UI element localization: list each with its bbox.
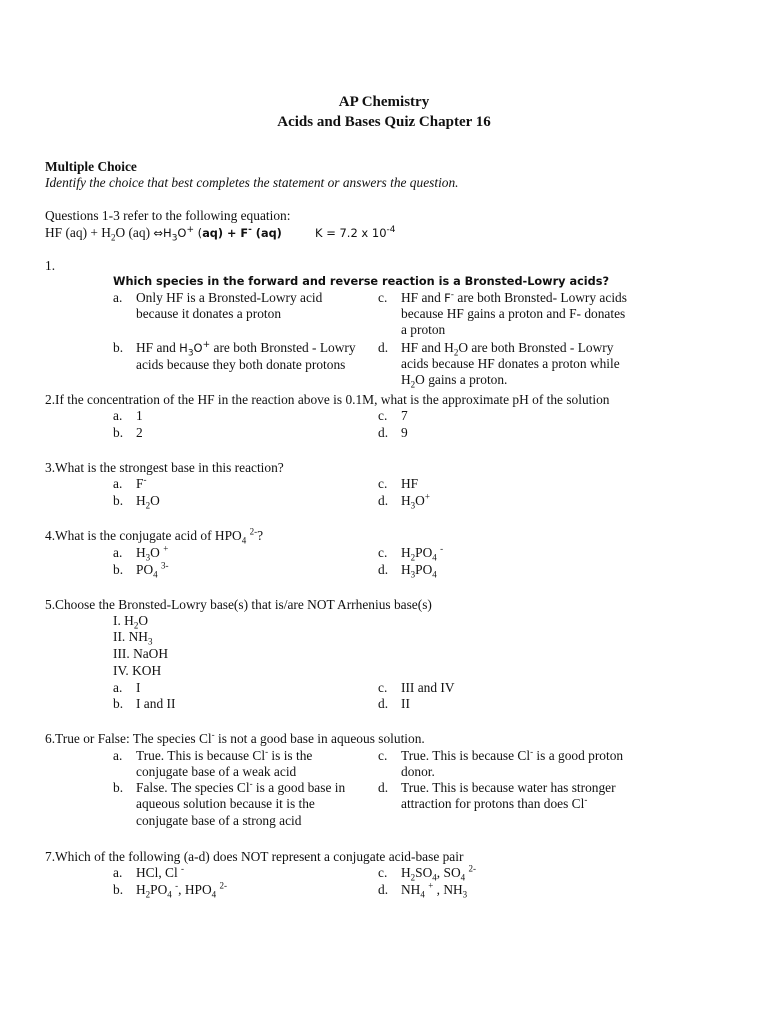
q1-option-c-line3: a proton	[401, 322, 446, 337]
q1-option-c-line2: because HF gains a proton and F- donates	[401, 306, 626, 321]
q6-option-a: True. This is because Cl- is is the	[136, 746, 313, 763]
course-title: AP Chemistry	[338, 94, 430, 110]
q1-option-d-line2: acids because HF donates a proton while	[401, 356, 620, 371]
instructions-text: Identify the choice that best completes the statement or answers the question.	[45, 175, 459, 190]
q6-option-d-letter: d.	[378, 780, 389, 795]
q4-option-a: $H_3O$ +	[136, 543, 169, 563]
q3-option-c-letter: c.	[378, 476, 388, 491]
q5-option-c: III and IV	[401, 680, 455, 695]
q1-option-d: HF and $H_2O$ are both Bronsted - Lowry	[401, 340, 614, 358]
q5-option-d: II	[401, 696, 410, 711]
q3-option-b: $H_2O$	[136, 493, 160, 511]
q5-item-iv: IV. KOH	[113, 663, 162, 678]
q2-option-c: 7	[401, 408, 408, 423]
q7-option-b-letter: b.	[113, 882, 124, 897]
q3-option-c: HF	[401, 476, 419, 491]
q1-option-a-letter: a.	[113, 290, 123, 305]
q4-option-d-letter: d.	[378, 562, 389, 577]
q6-option-b: False. The species Cl- is a good base in	[136, 778, 346, 795]
q7-option-a: HCl, Cl -	[136, 863, 185, 880]
q3-option-a-letter: a.	[113, 476, 123, 491]
q3-option-d-letter: d.	[378, 493, 389, 508]
q2-option-d-letter: d.	[378, 425, 389, 440]
q4-option-d: $H_3PO_4$	[401, 562, 437, 580]
q4-option-c-letter: c.	[378, 545, 388, 560]
section-heading: Multiple Choice	[45, 159, 137, 174]
q7-option-a-letter: a.	[113, 865, 123, 880]
quiz-title: Acids and Bases Quiz Chapter 16	[277, 114, 491, 130]
q1-option-c-letter: c.	[378, 290, 388, 305]
q4-option-c: $H_2PO_4$ -	[401, 543, 444, 563]
q1-option-d-letter: d.	[378, 340, 389, 355]
q1-option-c: HF and F- are both Bronsted- Lowry acids	[401, 290, 627, 305]
q2-option-c-letter: c.	[378, 408, 388, 423]
q6-option-b-line2: aqueous solution because it is the	[136, 796, 315, 811]
question-2-stem: 2.If the concentration of the HF in the reaction above is 0.1M, what is the approximate pH of the solution	[45, 392, 610, 407]
q7-option-c: $H_2SO_4$, $SO_4$ $^{2-}$	[401, 863, 476, 883]
q4-option-b: $PO_4$ $^{3-}$	[136, 560, 169, 580]
equation: HF $(aq) + H_2O$ (aq) $\Leftrightarrow H_3O^+$ (aq) + F- (aq)	[45, 225, 282, 244]
q2-option-d: 9	[401, 425, 408, 440]
q1-option-d-line3: $H_2O$ gains a proton.	[401, 372, 508, 390]
q6-option-b-line3: conjugate base of a strong acid	[136, 813, 302, 828]
q7-option-d: $NH_4$ + , $NH_3$	[401, 880, 468, 900]
question-6-stem: 6.True or False: The species Cl- is not a good base in aqueous solution.	[45, 729, 425, 746]
q5-option-b: I and II	[136, 696, 176, 711]
intro-text: Questions 1-3 refer to the following equation:	[45, 208, 291, 223]
q1-option-a-line2: because it donates a proton	[136, 306, 282, 321]
question-7-stem: 7.Which of the following (a-d) does NOT represent a conjugate acid-base pair	[45, 849, 464, 864]
q6-option-a-letter: a.	[113, 748, 123, 763]
question-1-stem: Which species in the forward and reverse reaction is a Bronsted-Lowry acids?	[113, 275, 610, 288]
question-3-stem: 3.What is the strongest base in this reaction?	[45, 460, 284, 475]
q5-item-i: I. $H_2O$	[113, 613, 148, 631]
question-4-stem: 4.What is the conjugate acid of $HPO_4$ $^{2-}$?	[45, 526, 264, 546]
q1-option-b-letter: b.	[113, 340, 124, 355]
q6-option-c-line2: donor.	[401, 764, 435, 779]
q2-option-b-letter: b.	[113, 425, 124, 440]
q6-option-b-letter: b.	[113, 780, 124, 795]
q6-option-c: True. This is because Cl- is a good proton	[401, 746, 624, 763]
q5-item-iii: III. NaOH	[113, 646, 169, 661]
q5-option-d-letter: d.	[378, 696, 389, 711]
q4-option-b-letter: b.	[113, 562, 124, 577]
q2-option-a: 1	[136, 408, 143, 423]
q7-option-b: $H_2PO_4$ -, $HPO_4$ $^{2-}$	[136, 880, 227, 900]
q5-item-ii: II. $NH_3$	[113, 629, 153, 647]
q5-option-c-letter: c.	[378, 680, 388, 695]
q3-option-b-letter: b.	[113, 493, 124, 508]
q2-option-a-letter: a.	[113, 408, 123, 423]
question-5-stem: 5.Choose the Bronsted-Lowry base(s) that is/are NOT Arrhenius base(s)	[45, 597, 432, 612]
q6-option-d-line2: attraction for protons than does Cl-	[401, 794, 588, 811]
q4-option-a-letter: a.	[113, 545, 123, 560]
q5-option-a: I	[136, 680, 141, 695]
q3-option-d: $H_3O^+$	[401, 491, 430, 511]
q6-option-c-letter: c.	[378, 748, 388, 763]
q6-option-d: True. This is because water has stronger	[401, 780, 616, 795]
q1-option-b: HF and $H_3O^+$ are both Bronsted - Lowry	[136, 340, 356, 359]
q6-option-a-line2: conjugate base of a weak acid	[136, 764, 297, 779]
q2-option-b: 2	[136, 425, 143, 440]
q7-option-d-letter: d.	[378, 882, 389, 897]
question-1-number: 1.	[45, 258, 56, 273]
q1-option-a: Only HF is a Bronsted-Lowry acid	[136, 290, 323, 305]
q7-option-c-letter: c.	[378, 865, 388, 880]
q5-option-a-letter: a.	[113, 680, 123, 695]
q3-option-a: F-	[136, 474, 147, 491]
equilibrium-constant: K = 7.2 x $10^{-4}$	[315, 225, 396, 240]
q5-option-b-letter: b.	[113, 696, 124, 711]
q1-option-b-line2: acids because they both donate protons	[136, 357, 346, 372]
